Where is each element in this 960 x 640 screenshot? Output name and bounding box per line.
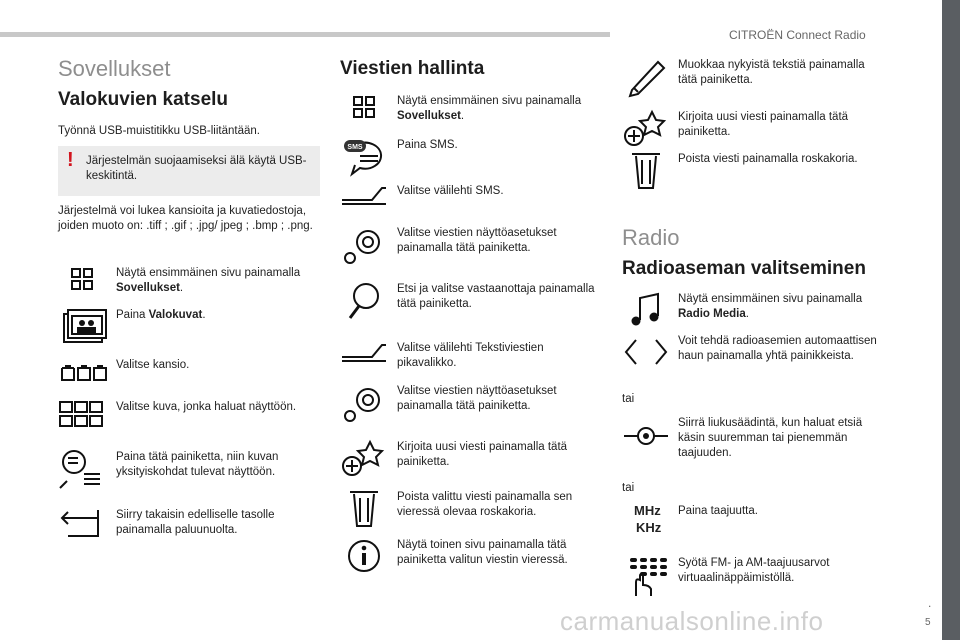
or-label-2: tai: [622, 482, 635, 494]
search-icon: [340, 280, 388, 320]
page-dot: .: [928, 596, 932, 610]
page-number: 5: [925, 617, 931, 628]
radio-step-2-text: Voit tehdä radioasemien automaattisen haun painamalla yhtä painikkeista.: [678, 335, 877, 362]
trash-icon: [622, 150, 670, 190]
message-step-2-text: Paina SMS.: [397, 139, 458, 151]
header-title: CITROËN Connect Radio: [729, 28, 866, 42]
trash-icon: [340, 488, 388, 528]
warning-text: Järjestelmän suojaamiseksi älä käytä USB-keskitintä.: [86, 155, 307, 182]
photo-step-3-text: Valitse kansio.: [116, 359, 190, 371]
section-title-apps: Sovellukset: [58, 56, 171, 81]
photo-step-1-text: Näytä ensimmäinen sivu painamalla Sovellukset.: [116, 267, 301, 294]
warning-icon: !: [67, 149, 74, 171]
or-label-1: tai: [622, 393, 635, 405]
message-step-13-text: Poista viesti painamalla roskakoria.: [678, 153, 858, 165]
music-note-icon: [622, 290, 670, 330]
folder-tabs-icon: [58, 356, 106, 396]
apps-grid-icon: [340, 92, 388, 132]
header-rule: [0, 32, 610, 37]
formats-text: Järjestelmä voi lukea kansioita ja kuvatiedostoja, joiden muoto on: .tiff ; .gif ; .jpg/ jpeg ; .bmp ; .png.: [58, 205, 313, 232]
apps-grid-icon: [58, 264, 106, 304]
message-step-9-text: Poista valittu viesti painamalla sen vieressä olevaa roskakoria.: [397, 491, 573, 518]
section-title-radio: Radio: [622, 225, 680, 250]
settings-gear-icon: [340, 382, 388, 422]
slider-icon: [622, 416, 670, 456]
side-tab: [942, 0, 960, 640]
add-favorite-icon: [622, 108, 670, 148]
message-step-6-text: Valitse välilehti Tekstiviestien pikavalikko.: [397, 342, 544, 369]
message-step-11-text: Muokkaa nykyistä tekstiä painamalla tätä painiketta.: [678, 59, 865, 86]
pencil-icon: [622, 56, 670, 96]
subtitle-messages: Viestien hallinta: [340, 58, 485, 79]
back-arrow-icon: [58, 506, 106, 546]
tab-icon: [340, 339, 388, 379]
message-step-8-text: Kirjoita uusi viesti painamalla tätä painiketta.: [397, 441, 568, 468]
photo-step-2-text: Paina Valokuvat.: [116, 309, 206, 321]
radio-step-1-text: Näytä ensimmäinen sivu painamalla Radio Media.: [678, 293, 863, 320]
zoom-details-icon: [58, 448, 106, 488]
message-step-4-text: Valitse viestien näyttöasetukset painamalla tätä painiketta.: [397, 227, 557, 254]
subtitle-photos: Valokuvien katselu: [58, 89, 229, 110]
radio-step-3-text: Siirrä liukusäädintä, kun haluat etsiä käsin suuremman tai pienemmän taajuuden.: [678, 417, 863, 459]
mhz-label: MHz: [634, 503, 661, 518]
intro-text: Työnnä USB-muistitikku USB-liitäntään.: [58, 125, 260, 137]
image-grid-icon: [58, 398, 106, 438]
tab-icon: [340, 182, 388, 222]
watermark: carmanualsonline.info: [560, 606, 824, 636]
photo-step-6-text: Siirry takaisin edelliselle tasolle painamalla paluunuolta.: [116, 509, 275, 536]
svg-text:SMS: SMS: [347, 144, 363, 151]
message-step-12-text: Kirjoita uusi viesti painamalla tätä painiketta.: [678, 111, 849, 138]
sms-icon: [340, 136, 388, 176]
message-step-1-text: Näytä ensimmäinen sivu painamalla Sovellukset.: [397, 95, 582, 122]
keypad-icon: [622, 556, 670, 596]
warning-note: [58, 146, 320, 196]
settings-gear-icon: [340, 224, 388, 264]
frequency-icon: [622, 502, 670, 542]
add-favorite-icon: [340, 438, 388, 478]
subtitle-radio: Radioaseman valitseminen: [622, 258, 866, 279]
photo-step-5-text: Paina tätä painiketta, niin kuvan yksityiskohdat tulevat näyttöön.: [116, 451, 279, 478]
message-step-5-text: Etsi ja valitse vastaanottaja painamalla tätä painiketta.: [397, 283, 595, 310]
khz-label: KHz: [636, 520, 662, 535]
radio-step-4-text: Paina taajuutta.: [678, 505, 758, 517]
photo-step-4-text: Valitse kuva, jonka haluat näyttöön.: [116, 401, 297, 413]
radio-step-5-text: Syötä FM- ja AM-taajuusarvot virtuaalinäppäimistöllä.: [678, 557, 830, 584]
info-icon: [340, 536, 388, 576]
photos-icon: [58, 306, 106, 346]
message-step-10-text: Näytä toinen sivu painamalla tätä painiketta valitun viestin vieressä.: [397, 539, 568, 566]
message-step-7-text: Valitse viestien näyttöasetukset painamalla tätä painiketta.: [397, 385, 557, 412]
message-step-3-text: Valitse välilehti SMS.: [397, 185, 504, 197]
chevrons-icon: [622, 332, 670, 372]
